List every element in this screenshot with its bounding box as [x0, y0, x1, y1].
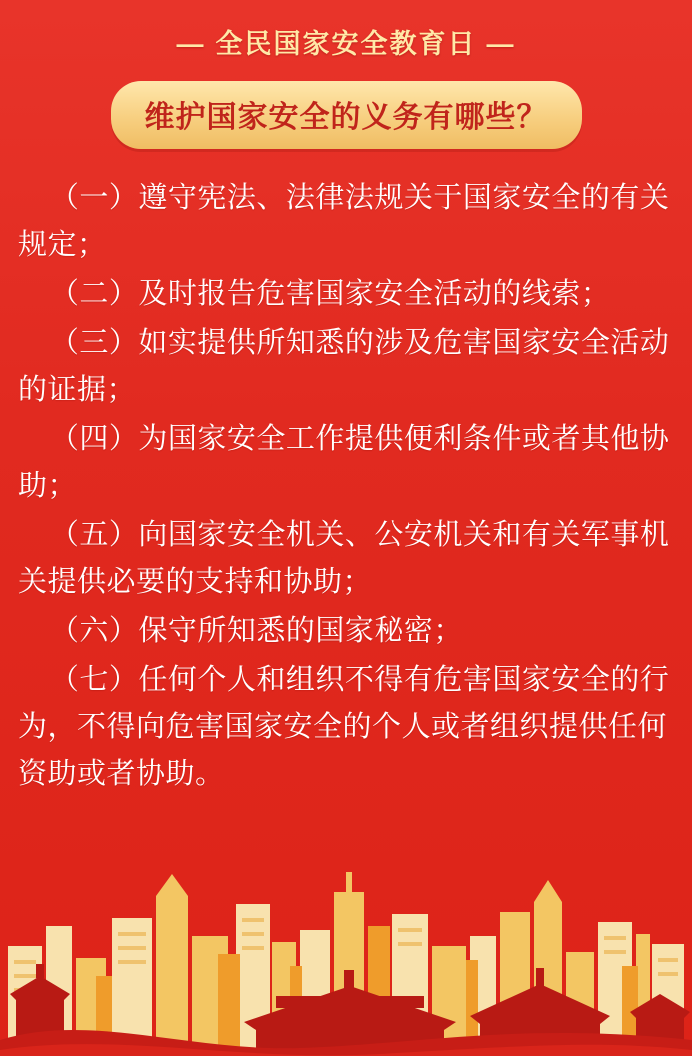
clause-list	[0, 149, 692, 798]
poster-eyebrow	[0, 0, 692, 61]
list-item: （一）遵守宪法、法律法规关于国家安全的有关规定；	[18, 182, 670, 261]
list-item: （七）任何个人和组织不得有危害国家安全的行为，不得向危害国家安全的个人或者组织提供任何资助或者协助。	[18, 663, 670, 790]
list-item: （五）向国家安全机关、公安机关和有关军事机关提供必要的支持和协助；	[18, 518, 670, 598]
title-container	[0, 81, 692, 149]
list-item: （六）保守所知悉的国家秘密；	[49, 614, 463, 647]
eyebrow-dash-right-icon: —	[486, 29, 516, 59]
list-item: （二）及时报告危害国家安全活动的线索；	[49, 277, 611, 310]
list-item: （四）为国家安全工作提供便利条件或者其他协助；	[18, 422, 670, 502]
page-title: 维护国家安全的义务有哪些？	[111, 81, 582, 149]
city-skyline-icon	[0, 826, 692, 1056]
eyebrow-dash-left-icon: —	[176, 29, 206, 59]
list-item: （三）如实提供所知悉的涉及危害国家安全活动的证据；	[18, 326, 670, 406]
eyebrow-text: 全民国家安全教育日	[215, 29, 477, 59]
